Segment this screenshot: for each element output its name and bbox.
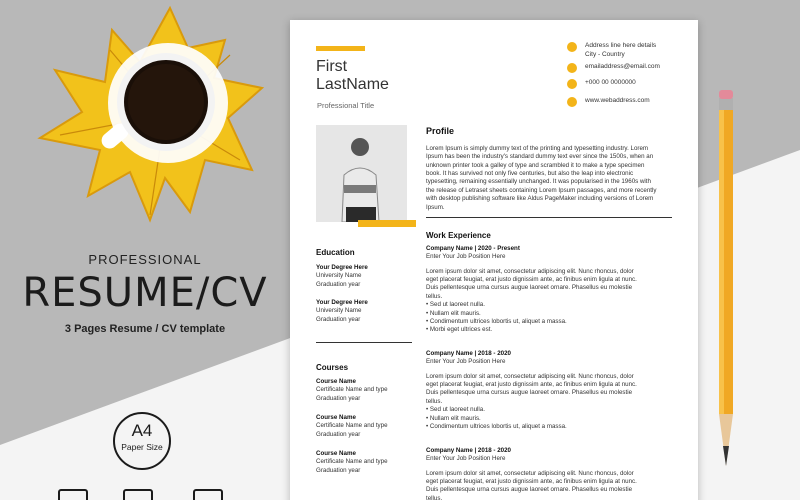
paper-size-badge <box>113 412 171 470</box>
job-position: Enter Your Job Position Here <box>426 253 506 261</box>
course-year: Graduation year <box>316 430 361 438</box>
profile-line: with desktop publishing software like Aldus PageMaker including versions of Lorem <box>426 195 654 203</box>
promo-pretitle: PROFESSIONAL <box>88 252 202 267</box>
location-icon <box>567 42 577 52</box>
job-entry <box>426 350 678 431</box>
courses-heading: Courses <box>316 363 349 372</box>
job-desc-line: Lorem ipsum dolor sit amet, consectetur adipiscing elit. Nunc rhoncus, dolor <box>426 372 634 380</box>
course-year: Graduation year <box>316 394 361 402</box>
course-provider: Certificate Name and type <box>316 458 388 466</box>
job-position: Enter Your Job Position Here <box>426 455 506 463</box>
job-company: Company Name | 2018 - 2020 <box>426 350 511 357</box>
pencil-image <box>719 90 733 466</box>
job-desc-line: tellus. <box>426 292 443 300</box>
address-line: Address line here details <box>585 42 657 49</box>
profile-text <box>426 145 676 212</box>
education-heading: Education <box>316 248 355 257</box>
promo-title: RESUME/CV <box>22 270 268 316</box>
profile-line: Lorem Ipsum is simply dummy text of the printing and typesetting industry. Lorem <box>426 145 649 152</box>
grad-year: Graduation year <box>316 315 361 323</box>
education-item <box>316 299 368 324</box>
illustrator-icon <box>123 489 153 500</box>
profile-photo <box>316 125 407 222</box>
education-item <box>316 264 368 289</box>
job-bullet: • Nullam elit mauris. <box>426 309 481 317</box>
divider <box>426 217 672 218</box>
job-desc-line: tellus. <box>426 397 443 405</box>
job-bullet: • Condimentum ultrices lobortis ut, aliquet a massa. <box>426 317 567 325</box>
profile-line: typesetting, remaining essentially unchanged. It was popularised in the 1960s with <box>426 178 651 186</box>
accent-bar-photo <box>358 220 416 227</box>
contact-address <box>585 42 656 60</box>
profile-line: Ipsum. <box>426 203 445 211</box>
course-name: Course Name <box>316 378 356 385</box>
job-company: Company Name | 2020 - Present <box>426 245 520 252</box>
job-company: Company Name | 2018 - 2020 <box>426 447 511 454</box>
paper-size-value: A4 <box>131 421 153 440</box>
job-title: Professional Title <box>317 101 375 110</box>
school: University Name <box>316 307 362 315</box>
job-entry <box>426 245 678 335</box>
promo-subtitle: 3 Pages Resume / CV template <box>64 323 226 335</box>
paper-size-label: Paper Size <box>121 442 163 452</box>
work-heading: Work Experience <box>426 231 491 240</box>
profile-line: Ipsum has been the industry's standard dummy text ever since the 1500s, when an <box>426 153 654 161</box>
contact-phone: +000 00 0000000 <box>585 79 636 86</box>
job-desc-line: eget placerat feugiat, erat justo dignissim ante, ac finibus enim ligula at nunc. <box>426 276 637 284</box>
resume-name <box>316 58 389 95</box>
email-icon <box>567 63 577 73</box>
job-bullet: • Sed ut laoreet nulla. <box>426 406 485 414</box>
phone-icon <box>567 79 577 89</box>
school: University Name <box>316 272 362 280</box>
accent-bar-top <box>316 46 365 51</box>
word-icon <box>58 489 88 500</box>
job-bullet: • Condimentum ultrices lobortis ut, aliquet a massa. <box>426 422 567 430</box>
profile-line: the release of Letraset sheets containing Lorem Ipsum passages, and more recently <box>426 186 657 194</box>
job-desc-line: Duis pellentesque urna cursus augue laoreet ornare. Phasellus eu molestie <box>426 486 633 494</box>
job-desc-line: eget placerat feugiat, erat justo dignissim ante, ac finibus enim ligula at nunc. <box>426 381 637 389</box>
course-item <box>316 378 388 403</box>
job-desc-line: Lorem ipsum dolor sit amet, consectetur adipiscing elit. Nunc rhoncus, dolor <box>426 267 634 275</box>
web-icon <box>567 97 577 107</box>
job-desc-line: tellus. <box>426 494 443 500</box>
contact-website[interactable]: www.webaddress.com <box>585 97 650 104</box>
course-provider: Certificate Name and type <box>316 422 388 430</box>
contact-email[interactable]: emailaddress@email.com <box>585 63 660 70</box>
course-name: Course Name <box>316 450 356 457</box>
degree: Your Degree Here <box>316 299 368 306</box>
course-name: Course Name <box>316 414 356 421</box>
profile-line: book. It has survived not only five centuries, but also the leap into electronic <box>426 170 634 178</box>
job-entry <box>426 447 678 500</box>
course-provider: Certificate Name and type <box>316 386 388 394</box>
job-desc-line: eget placerat feugiat, erat justo dignissim ante, ac finibus enim ligula at nunc. <box>426 478 637 486</box>
last-name: LastName <box>316 76 389 94</box>
degree: Your Degree Here <box>316 264 368 271</box>
job-desc-line: Duis pellentesque urna cursus augue laoreet ornare. Phasellus eu molestie <box>426 284 633 292</box>
course-year: Graduation year <box>316 466 361 474</box>
job-bullet: • Nullam elit mauris. <box>426 414 481 422</box>
profile-line: unknown printer took a galley of type and scrambled it to make a type specimen <box>426 161 645 169</box>
job-position: Enter Your Job Position Here <box>426 358 506 366</box>
city-line: City - Country <box>585 50 625 58</box>
job-desc-line: Lorem ipsum dolor sit amet, consectetur adipiscing elit. Nunc rhoncus, dolor <box>426 469 634 477</box>
profile-heading: Profile <box>426 126 455 136</box>
resume-page <box>290 20 698 500</box>
job-bullet: • Morbi eget ultrices est. <box>426 326 493 334</box>
job-desc-line: Duis pellentesque urna cursus augue laoreet ornare. Phasellus eu molestie <box>426 389 633 397</box>
first-name: First <box>316 58 348 75</box>
course-item <box>316 414 388 439</box>
divider <box>316 342 412 343</box>
grad-year: Graduation year <box>316 280 361 288</box>
job-bullet: • Sed ut laoreet nulla. <box>426 301 485 309</box>
course-item <box>316 450 388 475</box>
photoshop-icon <box>193 489 223 500</box>
